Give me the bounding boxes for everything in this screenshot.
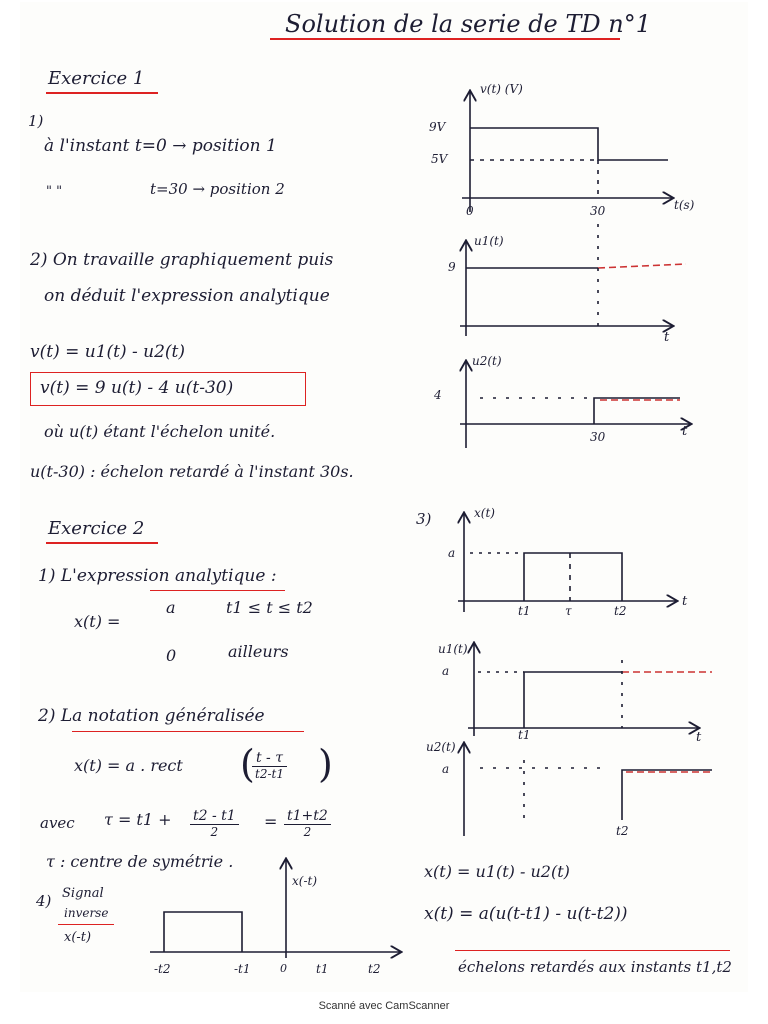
ex2-rect-lhs: x(t) = a . rect [74, 756, 183, 775]
graph-inv-xtick-t2: t2 [368, 962, 381, 976]
ex2-rect-denominator: t2-t1 [255, 767, 284, 781]
ex1-note-2: u(t-30) : échelon retardé à l'instant 30s. [30, 462, 354, 481]
graph-u1b-xlabel: t [696, 730, 702, 745]
ex1-q2-line2: on déduit l'expression analytique [44, 286, 330, 306]
ex2-q2: 2) La notation généralisée [38, 706, 265, 726]
graph-inv-xtick-t1: t1 [316, 962, 329, 976]
page-title: Solution de la serie de TD n°1 [285, 10, 651, 38]
graph-v-ytick-9v: 9V [429, 120, 446, 134]
ex2-tau-lhs: τ = t1 + [104, 810, 172, 829]
graph-v-ylabel: v(t) (V) [480, 82, 523, 96]
graph-u1-ytick-9: 9 [448, 260, 456, 274]
ex2-q4-underline [58, 924, 114, 925]
graph-inv-ylabel: x(-t) [292, 874, 318, 888]
ex2-q4-line2: inverse [64, 906, 109, 920]
graph-x-ytick-a: a [448, 546, 456, 560]
ex2-q1: 1) L'expression analytique : [38, 566, 277, 586]
ex2-q4-number: 4) [36, 892, 52, 910]
ex1-q1-line2: t=30 → position 2 [150, 180, 285, 198]
exercise-1-heading: Exercice 1 [48, 68, 145, 89]
ex2-tau-den-1: 2 [210, 825, 219, 839]
graph-u2-xlabel: t [682, 424, 688, 439]
ex2-xt-def: x(t) = [74, 612, 121, 631]
graph-inv-xtick-neg-t2: -t2 [154, 962, 171, 976]
ex2-case2-value: 0 [166, 646, 177, 665]
graph-x-xtick-t1: t1 [518, 604, 531, 618]
exercise-2-underline [46, 542, 158, 544]
graph-v-ytick-5v: 5V [431, 152, 448, 166]
ex2-tau-equals: = [264, 812, 278, 831]
graph-inv-xtick-0: 0 [280, 962, 287, 975]
graph-u2-ylabel: u2(t) [472, 354, 502, 368]
title-underline [270, 38, 620, 40]
ex2-result-1: x(t) = u1(t) - u2(t) [424, 862, 570, 881]
graph-u2b-ylabel: u2(t) [426, 740, 456, 754]
graph-v-xlabel: t(s) [674, 198, 695, 212]
graph-x-xtick-t2: t2 [614, 604, 627, 618]
ex2-tau-fraction-2 [284, 808, 331, 839]
ex2-tau-num-2: t1+t2 [284, 808, 331, 825]
scanner-footer: Scanné avec CamScanner [318, 1000, 450, 1012]
graph-u2b-xtick-t2: t2 [616, 824, 629, 838]
ex2-tau-num-1: t2 - t1 [190, 808, 239, 825]
graph-x-ylabel: x(t) [474, 506, 495, 520]
ex2-result-3-underline [455, 950, 730, 951]
graph-inv-xtick-neg-t1: -t1 [234, 962, 251, 976]
graph-u2b-ytick-a: a [442, 762, 450, 776]
ex2-case2-condition: ailleurs [228, 642, 289, 661]
ex1-equation-1: v(t) = u1(t) - u2(t) [30, 342, 186, 362]
ex2-case1-condition: t1 ≤ t ≤ t2 [226, 598, 313, 617]
ex2-q2-underline [72, 731, 304, 732]
ex2-q4-line1: Signal [62, 886, 104, 901]
ex2-rect-fraction [252, 750, 287, 781]
ex2-tau-den-2: 2 [303, 825, 312, 839]
graph-v-xtick-0: 0 [466, 204, 474, 218]
graph-u1b-xtick-t1: t1 [518, 728, 531, 742]
ex2-result-3: échelons retardés aux instants t1,t2 [458, 958, 732, 976]
ex2-rect-numerator: t - τ [252, 750, 287, 767]
exercise-2-heading: Exercice 2 [48, 518, 145, 539]
ex2-q4-line3: x(-t) [64, 930, 92, 945]
ex1-q1-label: 1) [28, 112, 44, 130]
ex1-note-1: où u(t) étant l'échelon unité. [44, 422, 276, 441]
graph-u1-xlabel: t [664, 330, 670, 345]
ex1-q1-ditto: " " [46, 184, 63, 199]
ex1-q1-line1: à l'instant t=0 → position 1 [44, 136, 277, 156]
ex2-result-2: x(t) = a(u(t-t1) - u(t-t2)) [424, 904, 628, 924]
ex2-rect-paren-open: ( [240, 742, 255, 786]
graph-u2-ytick-4: 4 [434, 388, 442, 402]
ex2-case1-value: a [166, 598, 176, 617]
graph-u1b-ytick-a: a [442, 664, 450, 678]
ex2-avec: avec [40, 814, 75, 832]
exercise-1-underline [46, 92, 158, 94]
graph-u1b-ylabel: u1(t) [438, 642, 468, 656]
ex2-q3-label: 3) [416, 510, 432, 528]
graph-x-xlabel: t [682, 594, 688, 609]
graph-u1-ylabel: u1(t) [474, 234, 504, 248]
ex1-equation-2: v(t) = 9 u(t) - 4 u(t-30) [40, 378, 234, 398]
graph-u2-xtick-30: 30 [590, 430, 606, 444]
ex2-q1-underline [150, 590, 285, 591]
graph-v-xtick-30: 30 [590, 204, 606, 218]
graph-x-xtick-tau: τ [565, 604, 572, 618]
ex2-rect-paren-close: ) [318, 742, 333, 786]
ex2-tau-note: τ : centre de symétrie . [46, 852, 234, 871]
ex1-q2-line1: 2) On travaille graphiquement puis [30, 250, 334, 270]
ex2-tau-fraction-1 [190, 808, 239, 839]
